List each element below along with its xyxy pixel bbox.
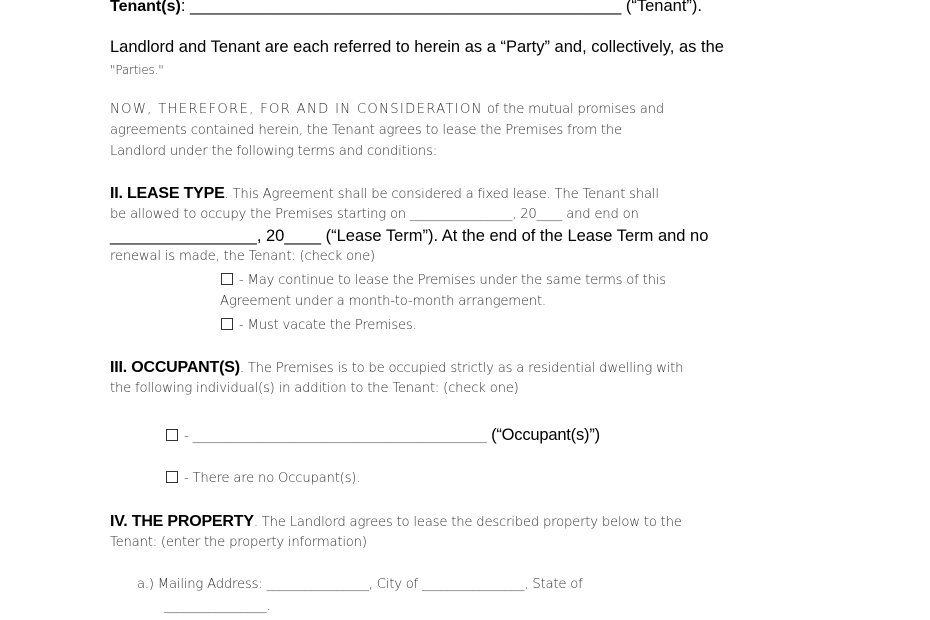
option-no-occupants[interactable] [166, 469, 360, 489]
consideration-line2: agreements contained herein, the Tenant agrees to lease the Premises from the [110, 123, 622, 138]
consideration-line1 [110, 100, 664, 120]
option-label: - May continue to lease the Premises under the same terms of this [239, 273, 666, 288]
tenant-name-field[interactable]: _______________________________________________ [190, 0, 622, 15]
mailing-address-line1[interactable]: a.) Mailing Address: ________________, City of ________________, State of [137, 577, 583, 592]
occupants-field[interactable]: ______________________________________________ [192, 429, 487, 444]
property-line1 [110, 512, 682, 532]
tenant-label: Tenant(s) [110, 0, 181, 15]
option-occupants[interactable] [166, 425, 600, 445]
lease-type-line3: ________________, 20____ (“Lease Term”). At the end of the Lease Term and no [110, 227, 709, 245]
mailing-address-line2[interactable]: ________________. [164, 599, 271, 614]
property-text: . The Landlord agrees to lease the described property below to the [253, 515, 682, 530]
lease-type-line1 [110, 184, 659, 204]
property-heading: IV. THE PROPERTY [110, 513, 254, 530]
consideration-rest: of the mutual promises and [482, 102, 664, 117]
parties-line1: Landlord and Tenant are each referred to herein as a “Party” and, collectively, as the [110, 38, 724, 56]
property-line2: Tenant: (enter the property information) [110, 535, 367, 550]
option-vacate[interactable] [221, 316, 417, 336]
checkbox[interactable] [166, 471, 178, 483]
consideration-caps: NOW, THEREFORE, FOR AND IN CONSIDERATION [110, 102, 483, 117]
consideration-line3: Landlord under the following terms and conditions: [110, 144, 437, 159]
dash: - [184, 429, 193, 444]
option-continue-lease-line2: Agreement under a month-to-month arrangement. [220, 294, 546, 309]
occupants-text: . The Premises is to be occupied strictly as a residential dwelling with [239, 361, 684, 376]
occupants-line2: the following individual(s) in addition to the Tenant: (check one) [110, 381, 519, 396]
lease-type-line2: be allowed to occupy the Premises starting on ________________, 20____ and end on [110, 207, 639, 222]
checkbox[interactable] [221, 273, 233, 285]
lease-type-text: . This Agreement shall be considered a fixed lease. The Tenant shall [224, 187, 659, 202]
occupants-line1 [110, 358, 683, 378]
occupants-suffix: (“Occupant(s)”) [486, 426, 600, 444]
lease-type-line4: renewal is made, the Tenant: (check one) [110, 249, 375, 264]
colon: : [180, 0, 186, 15]
parties-line2: "Parties." [110, 63, 164, 77]
checkbox[interactable] [166, 429, 178, 441]
tenant-suffix: (“Tenant”). [625, 0, 702, 15]
checkbox[interactable] [221, 318, 233, 330]
option-label: - Must vacate the Premises. [239, 318, 417, 333]
tenant-line [110, 0, 702, 16]
option-label: - There are no Occupant(s). [184, 471, 361, 486]
lease-type-heading: II. LEASE TYPE [110, 185, 225, 202]
option-continue-lease[interactable] [221, 271, 666, 291]
occupants-heading: III. OCCUPANT(S) [110, 359, 240, 376]
